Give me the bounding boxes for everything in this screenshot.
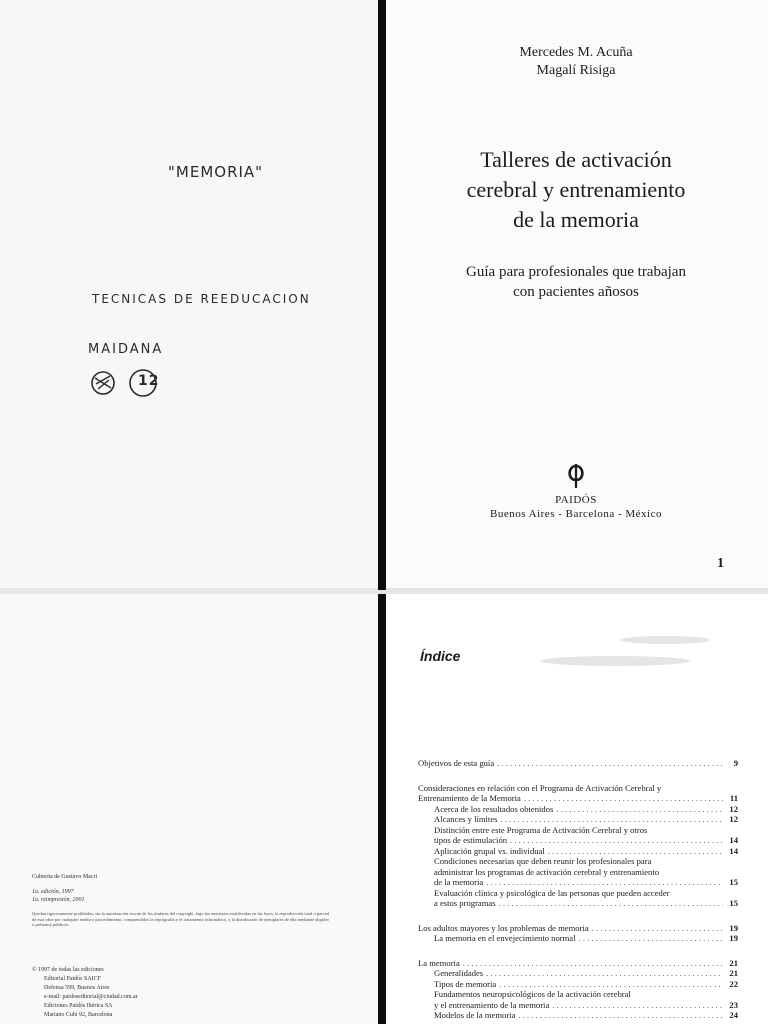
toc-entry <box>418 783 738 794</box>
toc-entry-page: 21 <box>729 968 738 978</box>
author-2: Magalí Risiga <box>536 63 616 78</box>
publisher-name: PAIDÓS <box>555 494 597 506</box>
toc-entry-label: Alcances y límites <box>434 814 498 824</box>
toc-entry-label: Aplicación grupal vs. individual <box>434 845 545 856</box>
toc-leader-dots <box>486 877 723 888</box>
toc-entry-page: 14 <box>729 835 738 845</box>
toc-entry-label: Distinción entre este Programa de Activación Cerebral y otros <box>434 824 648 835</box>
edition-line: 1a. edición, 1997 <box>32 889 74 895</box>
toc-entry-label: Los adultos mayores y los problemas de memoria <box>418 922 589 933</box>
toc-entry-label: Acerca de los resultados obtenidos <box>434 803 554 814</box>
toc-entry <box>418 846 738 857</box>
toc-entry <box>418 933 738 944</box>
toc-entry-label: administrar los programas de activación cerebral y entrenamiento <box>434 866 660 877</box>
toc-leader-dots <box>552 1000 723 1011</box>
toc-leader-dots <box>524 793 723 804</box>
toc-entry-page: 19 <box>729 933 738 943</box>
toc-entry-page: 11 <box>729 793 738 803</box>
toc-leader-dots <box>579 933 724 944</box>
toc-entry-label: tipos de estimulación <box>434 835 508 845</box>
book-title-line-1: Talleres de activación <box>480 147 672 172</box>
toc-entry-label: Generalidades <box>434 968 484 978</box>
legal-notice: Quedan rigurosamente prohibidas, sin la autorización escrita de los titulares del copyright, bajo las sanciones establecidas en las leyes, la reproducción total o parcial de esta obra por cualquier medio o procedimiento, comprendidos la reprografía y el tratamiento informático, y la distribución de ejemplares de ella mediante alquiler o préstamo públicos. <box>32 911 330 927</box>
toc-entry <box>418 758 738 769</box>
toc-entry-page: 12 <box>729 814 738 824</box>
publisher-cities: Buenos Aires - Barcelona - México <box>490 508 662 520</box>
rights-line-3: Defensa 599, Buenos Aires <box>44 985 110 991</box>
toc-entry-label: Evaluación clínica y psicológica de las personas que pueden acceder <box>434 887 670 898</box>
book-title-line-3: de la memoria <box>513 207 639 232</box>
book-title-line-2: cerebral y entrenamiento <box>466 177 686 202</box>
toc-entry <box>418 793 738 804</box>
toc-entry-page: 12 <box>729 803 738 814</box>
handwritten-memoria: "MEMORIA" <box>168 163 264 181</box>
toc-entry-page: 23 <box>729 999 738 1010</box>
rights-line-6: Mariano Cubí 92, Barcelona <box>44 1012 113 1018</box>
toc-entry <box>418 814 738 825</box>
subtitle-line-2: con pacientes añosos <box>513 284 639 300</box>
subtitle-line-1: Guía para profesionales que trabajan <box>466 264 686 280</box>
toc-entry-page: 19 <box>729 922 738 933</box>
toc-entry <box>418 958 738 969</box>
toc-entry-label: Objetivos de esta guía <box>418 758 495 768</box>
index-heading: Índice <box>420 648 461 664</box>
toc-entry-label: Consideraciones en relación con el Programa de Activación Cerebral y <box>418 782 662 793</box>
rights-line-5: Ediciones Paidós Ibérica SA <box>44 1003 113 1009</box>
copyright-page <box>0 592 384 1024</box>
bleed-through-smudge <box>620 636 710 644</box>
toc-entry <box>418 856 738 867</box>
book-spine-shadow-bottom <box>378 594 386 1024</box>
toc-entry-label: Entrenamiento de la Memoria <box>418 793 521 803</box>
rights-line-2: Editorial Paidós SAICF <box>44 976 102 982</box>
toc-entry <box>418 1010 738 1021</box>
toc-leader-dots <box>548 846 723 857</box>
toc-leader-dots <box>592 923 723 934</box>
toc-entry <box>418 1000 738 1011</box>
rights-line-4: e-mail: paidoseditorial@ciudad.com.ar <box>44 994 138 1000</box>
toc-entry <box>418 968 738 979</box>
toc-entry-page: 9 <box>733 758 738 768</box>
toc-entry <box>418 825 738 836</box>
toc-leader-dots <box>500 814 723 825</box>
toc-entry-page: 24 <box>729 1010 738 1020</box>
toc-entry-page: 22 <box>729 978 738 989</box>
handwritten-tecnicas: TECNICAS DE REEDUCACION <box>92 292 311 306</box>
handwritten-number: 12 <box>138 373 160 389</box>
toc-entry-label: Modelos de la memoria <box>434 1010 516 1020</box>
page-number: 1 <box>717 556 724 571</box>
toc-leader-dots <box>497 758 723 769</box>
toc-entry-page: 21 <box>729 957 738 968</box>
toc-leader-dots <box>556 804 723 815</box>
toc-entry <box>418 923 738 934</box>
toc-entry-label: Condiciones necesarias que deben reunir los profesionales para <box>434 856 652 866</box>
toc-entry-page: 15 <box>729 898 738 908</box>
toc-entry <box>418 898 738 909</box>
table-of-contents <box>418 758 738 1021</box>
toc-leader-dots <box>499 979 723 990</box>
toc-entry <box>418 867 738 878</box>
toc-entry <box>418 877 738 888</box>
author-1: Mercedes M. Acuña <box>519 45 633 60</box>
toc-entry <box>418 804 738 815</box>
cover-credit: Cubierta de Gustavo Macri <box>32 874 98 880</box>
toc-leader-dots <box>486 968 723 979</box>
toc-entry <box>418 989 738 1000</box>
toc-entry-label: La memoria en el envejecimiento normal <box>434 933 576 943</box>
toc-leader-dots <box>518 1010 723 1021</box>
toc-entry <box>418 979 738 990</box>
bleed-through-smudge <box>540 656 690 666</box>
toc-entry-label: La memoria <box>418 957 460 968</box>
reprint-line: 1a. reimpresión, 2001 <box>32 897 85 903</box>
toc-entry-page: 15 <box>729 877 738 887</box>
toc-entry-page: 14 <box>729 845 738 856</box>
toc-entry <box>418 888 738 899</box>
publisher-logo-icon <box>384 462 768 490</box>
rights-line-1: © 1997 de todas las ediciones <box>32 967 104 973</box>
toc-entry-label: y el entrenamiento de la memoria <box>434 999 550 1010</box>
toc-entry-label: de la memoria <box>434 877 484 887</box>
toc-entry-label: Tipos de memoria <box>434 978 497 989</box>
toc-entry <box>418 835 738 846</box>
toc-entry-label: a estos programas <box>434 898 496 908</box>
toc-entry-label: Fundamentos neuropsicológicos de la activación cerebral <box>434 989 631 999</box>
toc-leader-dots <box>463 958 723 969</box>
toc-leader-dots <box>499 898 723 909</box>
handwritten-maidana: MAIDANA <box>88 342 164 357</box>
toc-leader-dots <box>510 835 723 846</box>
